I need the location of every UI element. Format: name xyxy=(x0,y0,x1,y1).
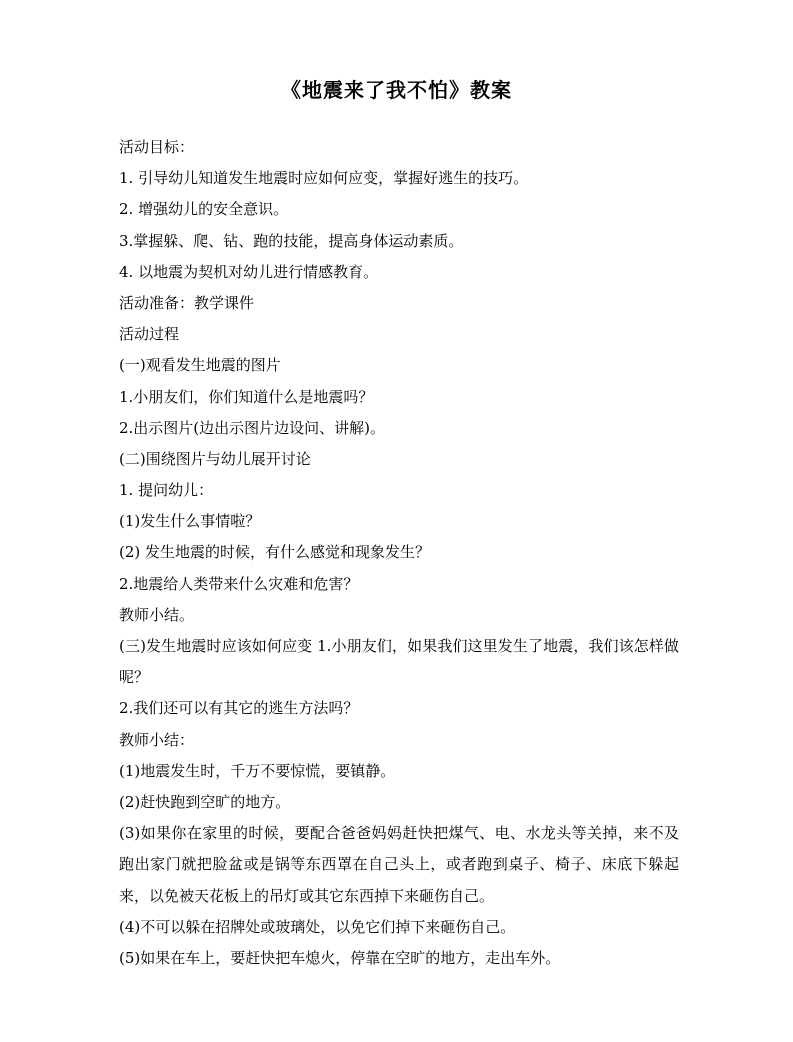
paragraph-line: (1)地震发生时，千万不要惊慌，要镇静。 xyxy=(119,761,396,780)
paragraph-line: 教师小结。 xyxy=(119,605,195,624)
paragraph-line: (二)围绕图片与幼儿展开讨论 xyxy=(119,449,311,468)
paragraph-line: (5)如果在车上，要赶快把车熄火，停靠在空旷的地方，走出车外。 xyxy=(119,948,561,967)
paragraph-line: (一)观看发生地震的图片 xyxy=(119,356,281,375)
paragraph-line: (1)发生什么事情啦？ xyxy=(119,512,261,531)
paragraph-line: 活动准备：教学课件 xyxy=(119,293,255,312)
paragraph-line: 1. 引导幼儿知道发生地震时应如何应变，掌握好逃生的技巧。 xyxy=(119,169,529,188)
paragraph-line: (3)如果你在家里的时候，要配合爸爸妈妈赶快把煤气、电、水龙头等关掉，来不及跑出家门就把脸盆或是锅等东西罩在自己头上，或者跑到桌子、椅子、床底下躲起来，以免被天花板上的吊灯或其它东西掉下来砸伤自己。 xyxy=(119,824,679,905)
document-body xyxy=(119,132,679,974)
paragraph-line: 2. 增强幼儿的安全意识。 xyxy=(119,200,289,219)
paragraph-line: 2.地震给人类带来什么灾难和危害？ xyxy=(119,574,359,593)
paragraph-line: 活动目标： xyxy=(119,138,195,156)
paragraph-line: (三)发生地震时应该如何应变 1.小朋友们，如果我们这里发生了地震，我们该怎样做呢？ xyxy=(119,637,679,687)
paragraph-line: 3.掌握躲、爬、钻、跑的技能，提高身体运动素质。 xyxy=(119,231,464,250)
paragraph-line: 1. 提问幼儿： xyxy=(119,481,214,500)
paragraph-line: (4)不可以躲在招牌处或玻璃处，以免它们掉下来砸伤自己。 xyxy=(119,917,516,936)
paragraph-line: (2)赶快跑到空旷的地方。 xyxy=(119,792,291,811)
document-title: 《地震来了我不怕》教案 xyxy=(281,78,512,102)
paragraph-line: 2.出示图片(边出示图片边设问、讲解)。 xyxy=(119,418,386,437)
paragraph-line: (2) 发生地震的时候，有什么感觉和现象发生？ xyxy=(119,543,431,562)
paragraph-line: 2.我们还可以有其它的逃生方法吗？ xyxy=(119,699,359,718)
paragraph-line: 1.小朋友们，你们知道什么是地震吗？ xyxy=(119,387,374,406)
paragraph-line: 4. 以地震为契机对幼儿进行情感教育。 xyxy=(119,262,379,281)
paragraph-line: 教师小结： xyxy=(119,730,195,749)
paragraph-line: 活动过程 xyxy=(119,325,180,344)
